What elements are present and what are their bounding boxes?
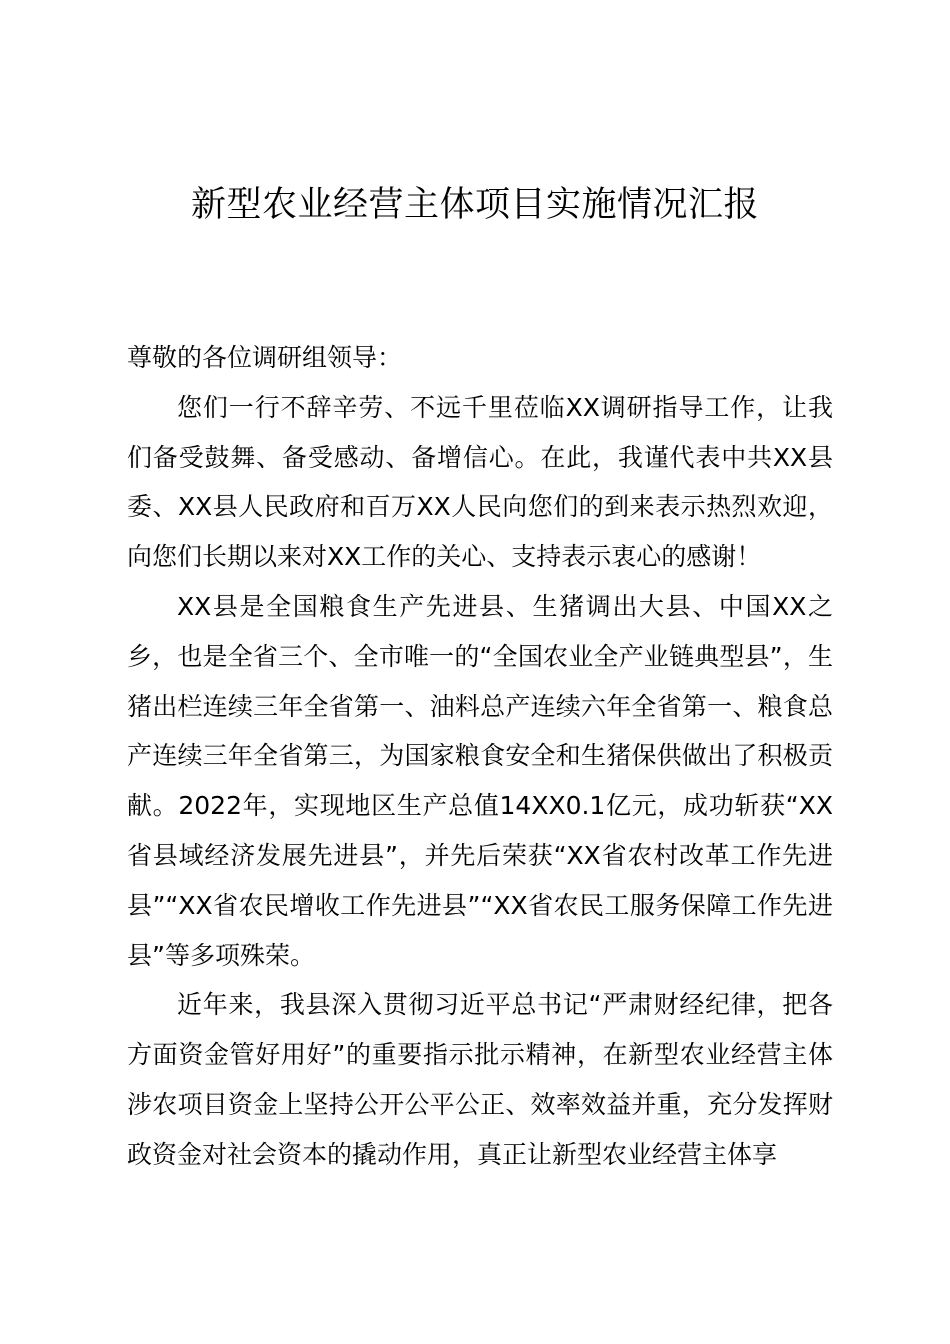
document-title: 新型农业经营主体项目实施情况汇报 [190,185,759,225]
paragraph-county-overview: XX县是全国粮食生产先进县、生猪调出大县、中国XX之乡，也是全省三个、全市唯一的“全国农业全产业链典型县”，生猪出栏连续三年全省第一、油料总产连续六年全省第一、粮食总产连续三年全省第三，为国家粮食安全和生猪保供做出了积极贡献。2022年，实现地区生产总值14XX0.1亿元，成功斩获“XX省县域经济发展先进县”，并先后荣获“XX省农村改革工作先进县”“XX省农民增收工作先进县”“XX省农民工服务保障工作先进县”等多项殊荣。 [127,591,833,970]
document-body [127,333,833,1180]
paragraph-welcome: 您们一行不辞辛劳、不远千里莅临XX调研指导工作，让我们备受鼓舞、备受感动、备增信心。在此，我谨代表中共XX县委、XX县人民政府和百万XX人民向您们的到来表示热烈欢迎，向您们长期以来对XX工作的关心、支持表示衷心的感谢！ [127,392,833,572]
salutation: 尊敬的各位调研组领导： [127,343,403,372]
paragraph-recent-work: 近年来，我县深入贯彻习近平总书记“严肃财经纪律，把各方面资金管好用好”的重要指示批示精神，在新型农业经营主体涉农项目资金上坚持公开公平公正、效率效益并重，充分发挥财政资金对社会资本的撬动作用，真正让新型农业经营主体享 [127,990,833,1169]
